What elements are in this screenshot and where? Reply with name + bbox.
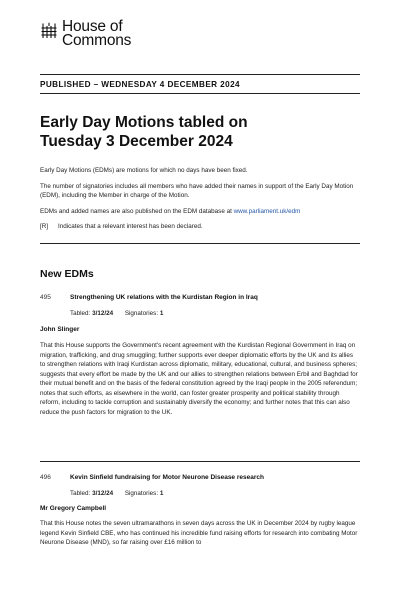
- logo-line-2: Commons: [62, 32, 132, 49]
- signatories-count: 1: [159, 490, 164, 497]
- logo-text: [62, 20, 131, 48]
- edm-heading: [40, 294, 258, 301]
- divider: [40, 93, 360, 94]
- edm-number: 495: [40, 294, 51, 301]
- divider: [40, 461, 360, 462]
- interest-note: [40, 222, 362, 232]
- page-title: [40, 113, 360, 151]
- signatories-label: Signatories:: [124, 490, 159, 497]
- divider: [40, 74, 360, 75]
- edm-heading: [40, 474, 264, 481]
- title-line-1: Early Day Motions tabled on: [40, 114, 248, 131]
- title-line-2: Tuesday 3 December 2024: [40, 133, 233, 150]
- intro-paragraph: Early Day Motions (EDMs) are motions for which no days have been fixed.: [40, 167, 248, 174]
- intro-text: [40, 166, 362, 232]
- tabled-date: 3/12/24: [92, 490, 114, 497]
- intro-paragraph: The number of signatories includes all members who have added their names in support of the Early Day Motion (EDM), including the Member in charge of the Motion.: [40, 182, 354, 199]
- intro-paragraph: [40, 207, 362, 217]
- interest-code: [R]: [40, 223, 49, 230]
- signatories-count: 1: [159, 310, 164, 317]
- tabled-label: Tabled:: [70, 310, 91, 317]
- section-title: New EDMs: [40, 268, 94, 280]
- house-of-commons-logo: [40, 20, 131, 48]
- edm-title: Strengthening UK relations with the Kurdistan Region in Iraq: [70, 294, 258, 301]
- edm-sponsor: John Slinger: [40, 326, 80, 333]
- published-date: PUBLISHED – WEDNESDAY 4 DECEMBER 2024: [40, 80, 240, 89]
- tabled-date: 3/12/24: [92, 310, 114, 317]
- edm-meta: [70, 310, 163, 317]
- edm-text: That this House supports the Government's recent agreement with the Kurdistan Regional Government in Iraq on migration, trafficking, and drug smuggling; further supports ever deeper diplomatic efforts by the UK and its allies to strengthen relations with Iraqi Kurdistan across diplomatic, military, educational, cultural, and business spheres; suggests that every effort be made by the UK and our allies to strengthen relations between Erbil and Baghdad for their mutual benefit and on the basis of the federal constitution agreed by the Iraqi people in the 2005 referendum; notes that such efforts, as elsewhere in the world, can foster greater prosperity and political stability through reform, including to tackle corruption and sustainably diversify the economy; and further notes that this can also reduce the push factors for migration to the UK.: [40, 342, 358, 416]
- edm-database-text: EDMs and added names are also published on the EDM database at: [40, 207, 234, 215]
- edm-number: 496: [40, 474, 51, 481]
- divider: [40, 243, 360, 244]
- edm-title: Kevin Sinfield fundraising for Motor Neurone Disease research: [70, 474, 264, 481]
- tabled-label: Tabled:: [70, 490, 91, 497]
- edm-sponsor: Mr Gregory Campbell: [40, 505, 107, 512]
- logo-line-1: House of: [62, 18, 123, 35]
- edm-text: That this House notes the seven ultramarathons in seven days across the UK in December 2024 by rugby league legend Kevin Sinfield CBE, who has continued his incredible fund raising efforts for research into combating Motor Neurone Disease (MND), so far raising over £16 million to: [40, 520, 358, 547]
- portcullis-icon: [40, 22, 58, 40]
- edm-meta: [70, 490, 163, 497]
- signatories-label: Signatories:: [124, 310, 159, 317]
- interest-text: Indicates that a relevant interest has been declared.: [58, 223, 203, 230]
- edm-database-link[interactable]: www.parliament.uk/edm: [233, 207, 301, 215]
